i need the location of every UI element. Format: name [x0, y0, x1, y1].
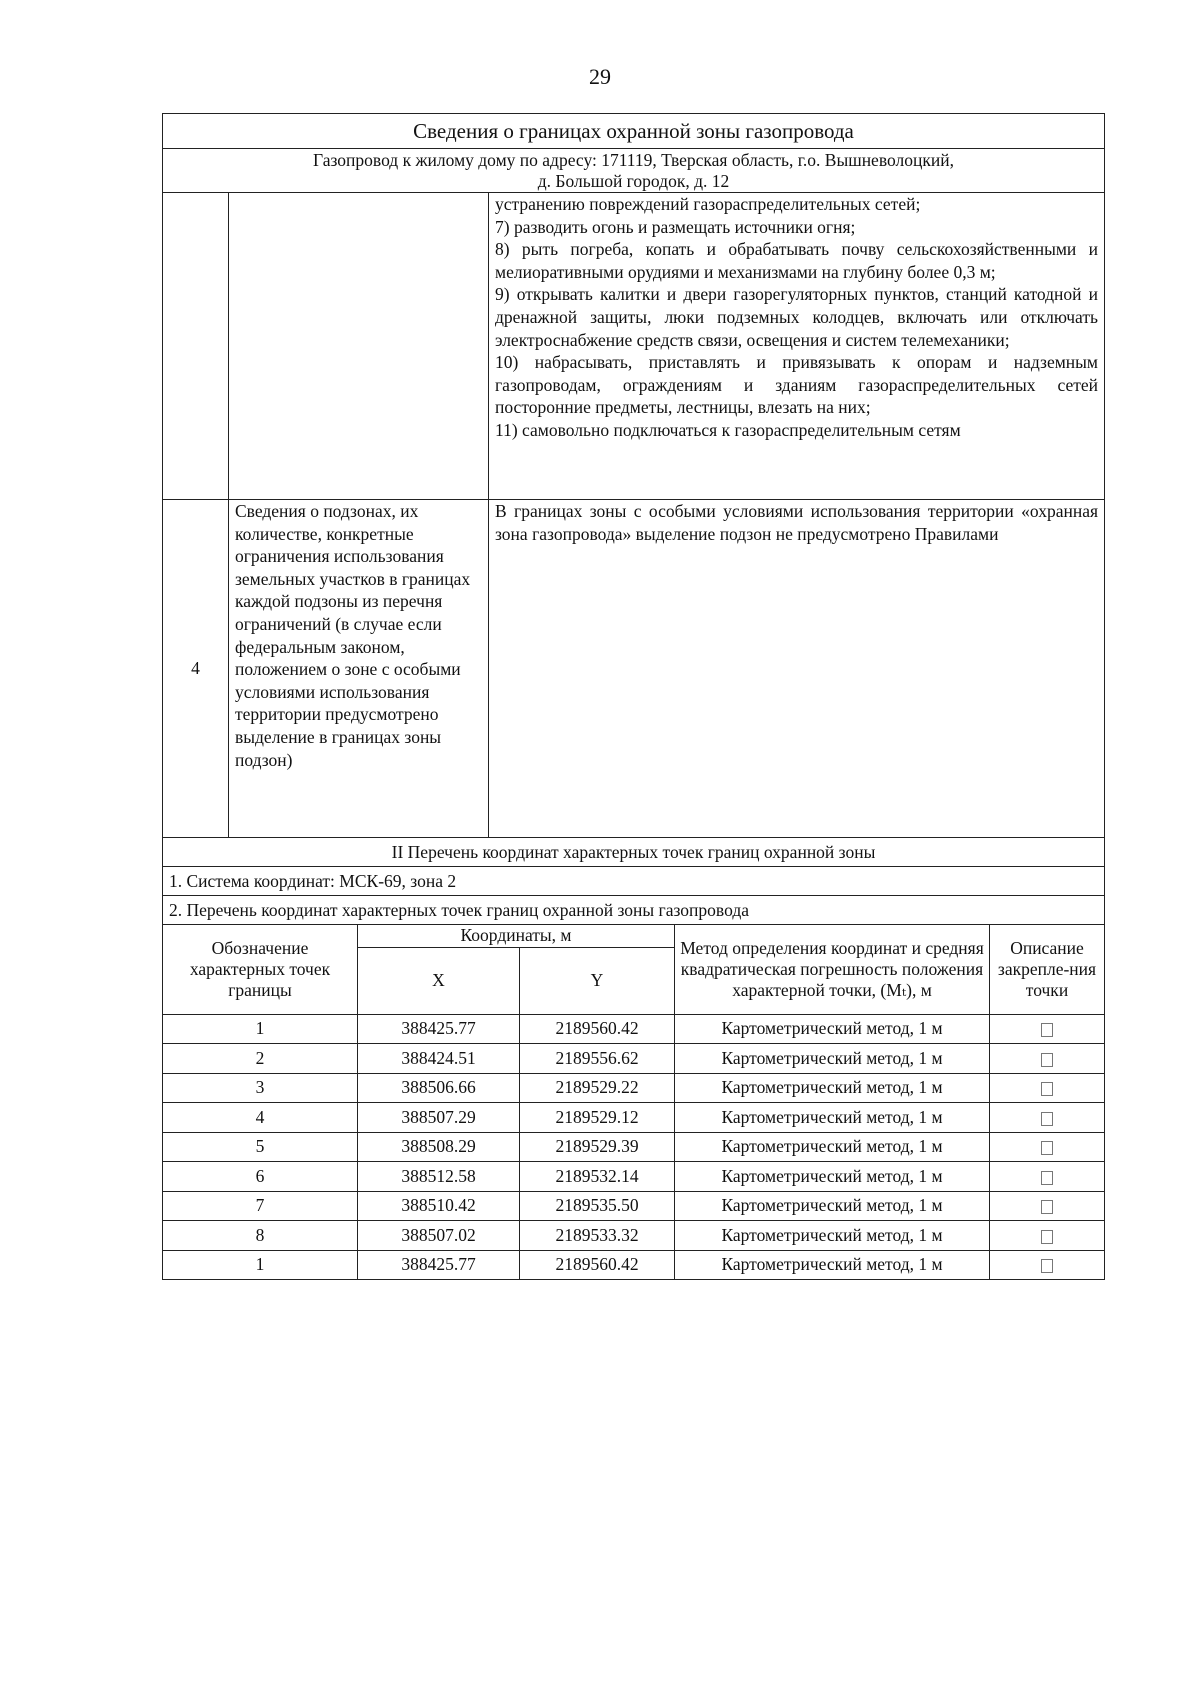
point-method: Картометрический метод, 1 м: [675, 1132, 990, 1162]
restriction-line: 11) самовольно подключаться к газораспределительным сетям: [495, 419, 961, 440]
point-number: 6: [163, 1162, 358, 1192]
point-number: 1: [163, 1250, 358, 1280]
header-coordinates: Координаты, м: [358, 924, 675, 947]
point-number: 5: [163, 1132, 358, 1162]
table-row: [163, 1103, 1105, 1133]
point-x: 388508.29: [358, 1132, 520, 1162]
point-number: 7: [163, 1191, 358, 1221]
table-row: [163, 1014, 1105, 1044]
points-body: [163, 1014, 1105, 1280]
point-x: 388507.29: [358, 1103, 520, 1133]
point-description: [990, 1073, 1105, 1103]
point-y: 2189529.22: [520, 1073, 675, 1103]
empty-box-icon: [1041, 1023, 1053, 1037]
point-method: Картометрический метод, 1 м: [675, 1221, 990, 1251]
point-y: 2189556.62: [520, 1044, 675, 1074]
point-method: Картометрический метод, 1 м: [675, 1191, 990, 1221]
restriction-line: 7) разводить огонь и размещать источники огня;: [495, 216, 856, 237]
point-y: 2189529.12: [520, 1103, 675, 1133]
coord-system: 1. Система координат: МСК-69, зона 2: [163, 867, 1105, 896]
empty-box-icon: [1041, 1230, 1053, 1244]
empty-box-icon: [1041, 1141, 1053, 1155]
pipeline-address-line1: Газопровод к жилому дому по адресу: 171119, Тверская область, г.о. Вышневолоцкий,: [313, 150, 954, 170]
empty-box-icon: [1041, 1112, 1053, 1126]
row3-label-cell: [229, 193, 489, 500]
coord-list-title: 2. Перечень координат характерных точек границ охранной зоны газопровода: [163, 896, 1105, 925]
point-number: 8: [163, 1221, 358, 1251]
table-row: [163, 1162, 1105, 1192]
point-description: [990, 1250, 1105, 1280]
empty-box-icon: [1041, 1200, 1053, 1214]
point-description: [990, 1132, 1105, 1162]
empty-box-icon: [1041, 1082, 1053, 1096]
point-x: 388510.42: [358, 1191, 520, 1221]
empty-box-icon: [1041, 1053, 1053, 1067]
zone-info-table: [162, 113, 1105, 925]
table-row: [163, 1191, 1105, 1221]
row4-label: Сведения о подзонах, их количестве, конкретные ограничения использования земельных участков в границах каждой подзоны из перечня ограничений (в случае если федеральным законом, положением о зоне с особыми условиями использования территории предусмотрено выделение в границах зоны подзон): [229, 500, 489, 838]
point-number: 1: [163, 1014, 358, 1044]
point-description: [990, 1014, 1105, 1044]
point-number: 2: [163, 1044, 358, 1074]
point-number: 3: [163, 1073, 358, 1103]
point-method: Картометрический метод, 1 м: [675, 1103, 990, 1133]
restriction-line: 8) рыть погреба, копать и обрабатывать почву сельскохозяйственными и мелиоративными орудиями и механизмами на глубину более 0,3 м;: [495, 239, 1099, 282]
point-method: Картометрический метод, 1 м: [675, 1044, 990, 1074]
point-description: [990, 1221, 1105, 1251]
section2-title: II Перечень координат характерных точек границ охранной зоны: [163, 838, 1105, 867]
pipeline-address-line2: д. Большой городок, д. 12: [537, 171, 730, 191]
point-method: Картометрический метод, 1 м: [675, 1014, 990, 1044]
table-row: [163, 1250, 1105, 1280]
point-x: 388424.51: [358, 1044, 520, 1074]
restriction-line: 10) набрасывать, приставлять и привязывать к опорам и надземным газопроводам, ограждениям и зданиям газораспределительных сетей посторонние предметы, лестницы, влезать на них;: [495, 352, 1099, 418]
header-description: Описание закрепле-ния точки: [990, 924, 1105, 1014]
point-y: 2189560.42: [520, 1014, 675, 1044]
empty-box-icon: [1041, 1171, 1053, 1185]
coordinates-table: [162, 924, 1105, 1281]
point-y: 2189533.32: [520, 1221, 675, 1251]
point-description: [990, 1044, 1105, 1074]
point-method: Картометрический метод, 1 м: [675, 1250, 990, 1280]
restriction-line: 9) открывать калитки и двери газорегуляторных пунктов, станций катодной и дренажной защиты, люки подземных колодцев, включать или отключать электроснабжение средств связи, освещения и систем телемеханики;: [495, 284, 1099, 350]
table-row: [163, 1044, 1105, 1074]
point-x: 388512.58: [358, 1162, 520, 1192]
header-x: X: [358, 947, 520, 1014]
point-y: 2189535.50: [520, 1191, 675, 1221]
point-x: 388425.77: [358, 1250, 520, 1280]
row3-number-cell: [163, 193, 229, 500]
header-designation: Обозначение характерных точек границы: [163, 924, 358, 1014]
point-method: Картометрический метод, 1 м: [675, 1162, 990, 1192]
point-x: 388507.02: [358, 1221, 520, 1251]
point-y: 2189532.14: [520, 1162, 675, 1192]
empty-box-icon: [1041, 1259, 1053, 1273]
point-x: 388506.66: [358, 1073, 520, 1103]
point-description: [990, 1103, 1105, 1133]
point-number: 4: [163, 1103, 358, 1133]
page-number: 29: [589, 64, 611, 89]
header-y: Y: [520, 947, 675, 1014]
point-method: Картометрический метод, 1 м: [675, 1073, 990, 1103]
pipeline-address: [163, 149, 1105, 193]
point-y: 2189560.42: [520, 1250, 675, 1280]
table-row: [163, 1221, 1105, 1251]
point-y: 2189529.39: [520, 1132, 675, 1162]
document-title: Сведения о границах охранной зоны газопровода: [163, 114, 1105, 149]
restrictions-list: [489, 193, 1105, 500]
row4-value: В границах зоны с особыми условиями использования территории «охранная зона газопровода» выделение подзон не предусмотрено Правилами: [489, 500, 1105, 838]
document-frame: [162, 113, 1104, 1280]
row4-number: 4: [163, 500, 229, 838]
table-row: [163, 1073, 1105, 1103]
restriction-line: устранению повреждений газораспределительных сетей;: [495, 194, 921, 214]
point-x: 388425.77: [358, 1014, 520, 1044]
header-method: Метод определения координат и средняя квадратическая погрешность положения характерной точки, (Мₜ), м: [675, 924, 990, 1014]
point-description: [990, 1191, 1105, 1221]
point-description: [990, 1162, 1105, 1192]
table-row: [163, 1132, 1105, 1162]
